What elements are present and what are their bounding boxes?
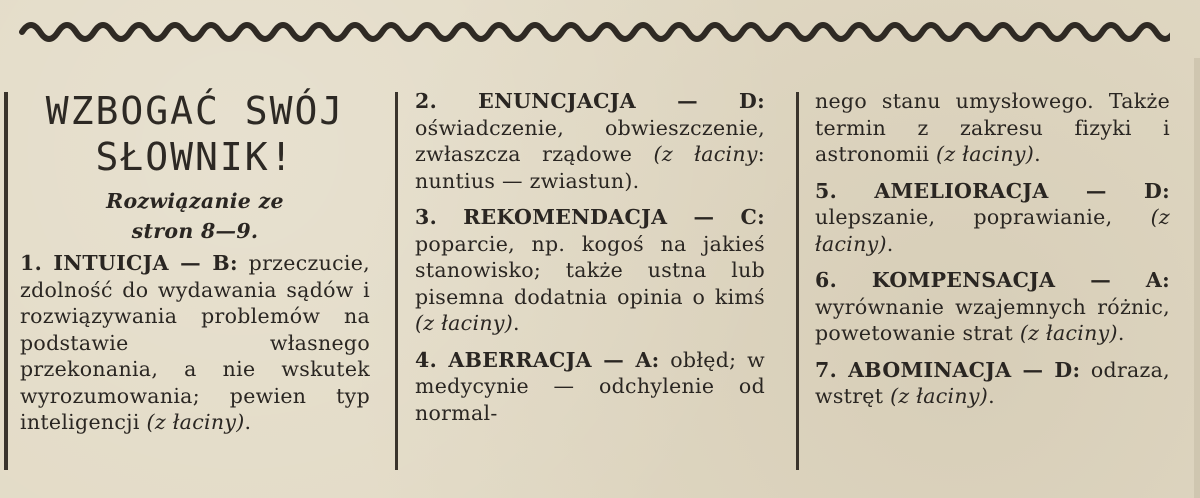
entry-term: 7. ABOMINACJA — D: — [815, 357, 1081, 382]
subtitle-line-1: Rozwiązanie ze — [106, 189, 284, 213]
column-3 — [815, 88, 1170, 420]
entry-tail: . — [1117, 321, 1125, 345]
entry-definition: obłęd; w medycynie — odchylenie od normal- — [415, 347, 765, 425]
entry-intuicja — [20, 250, 370, 436]
entry-origin: (z łaciny) — [415, 311, 514, 335]
entry-term: 5. AMELIORACJA — D: — [815, 178, 1170, 203]
wavy-rule-ornament — [18, 18, 1170, 46]
subtitle-line-2: stron 8—9. — [131, 219, 259, 243]
column-1 — [20, 88, 370, 446]
column-divider-1 — [395, 92, 398, 470]
entry-definition: nego stanu umysłowego. Także termin z zakresu fizyki i astronomii — [815, 89, 1170, 166]
entry-term: 4. ABERRACJA — A: — [415, 347, 660, 372]
column-2 — [415, 88, 765, 436]
entry-definition: odraza, wstręt — [815, 357, 1170, 408]
entry-aberracja — [415, 347, 765, 427]
entry-kompensacja — [815, 267, 1170, 347]
entry-term: 2. ENUNCJACJA — D: — [415, 89, 765, 113]
title-line-1: WZBOGAĆ SWÓJ — [45, 89, 345, 133]
entry-tail: . — [988, 384, 995, 408]
entry-enuncjacja — [415, 88, 765, 194]
column-divider-2 — [796, 92, 799, 470]
entry-amelioracja — [815, 178, 1170, 258]
entry-tail: . — [513, 311, 520, 335]
entry-term: 3. REKOMENDACJA — C: — [415, 205, 765, 229]
entry-definition: oświadczenie, obwieszczenie, zwłaszcza rządowe — [415, 115, 765, 166]
entry-definition: przeczucie, zdolność do wydawania sądów i rozwiązywania problemów na podstawie własnego przekonania, a nie wskutek wyrozumowania; pewien typ inteligencji — [20, 251, 370, 434]
entry-term: 6. KOMPENSACJA — A: — [815, 268, 1170, 292]
entry-origin: (z łaciny) — [890, 384, 989, 408]
entry-abominacja — [815, 357, 1170, 410]
article-subtitle — [20, 186, 370, 246]
entry-aberracja-continued — [815, 88, 1170, 168]
article-title — [20, 88, 370, 180]
entry-origin: (z łaciny) — [1019, 321, 1118, 345]
entry-tail: . — [1034, 142, 1041, 166]
title-line-2: SŁOWNIK! — [95, 135, 295, 179]
entry-term: 1. INTUICJA — B: — [20, 251, 238, 275]
entry-origin: (z łaciny — [653, 142, 758, 166]
page-edge — [1194, 58, 1200, 498]
entry-origin: (z łaciny) — [146, 410, 245, 434]
entry-definition: wyrównanie wzajemnych różnic, powetowanie strat — [815, 294, 1170, 345]
entry-tail: : nuntius — zwiastun). — [415, 142, 765, 193]
entry-definition: poparcie, np. kogoś na jakieś stanowisko; także ustna lub pisemna dodatnia opinia o kimś — [415, 231, 765, 309]
entry-tail: . — [244, 410, 252, 434]
entry-tail: . — [886, 231, 894, 256]
entry-rekomendacja — [415, 204, 765, 337]
left-column-rule — [4, 92, 8, 470]
entry-origin: (z łaciny) — [815, 205, 1170, 256]
entry-definition: ulepszanie, poprawianie, — [815, 205, 1151, 229]
entry-origin: (z łaciny) — [936, 142, 1035, 166]
